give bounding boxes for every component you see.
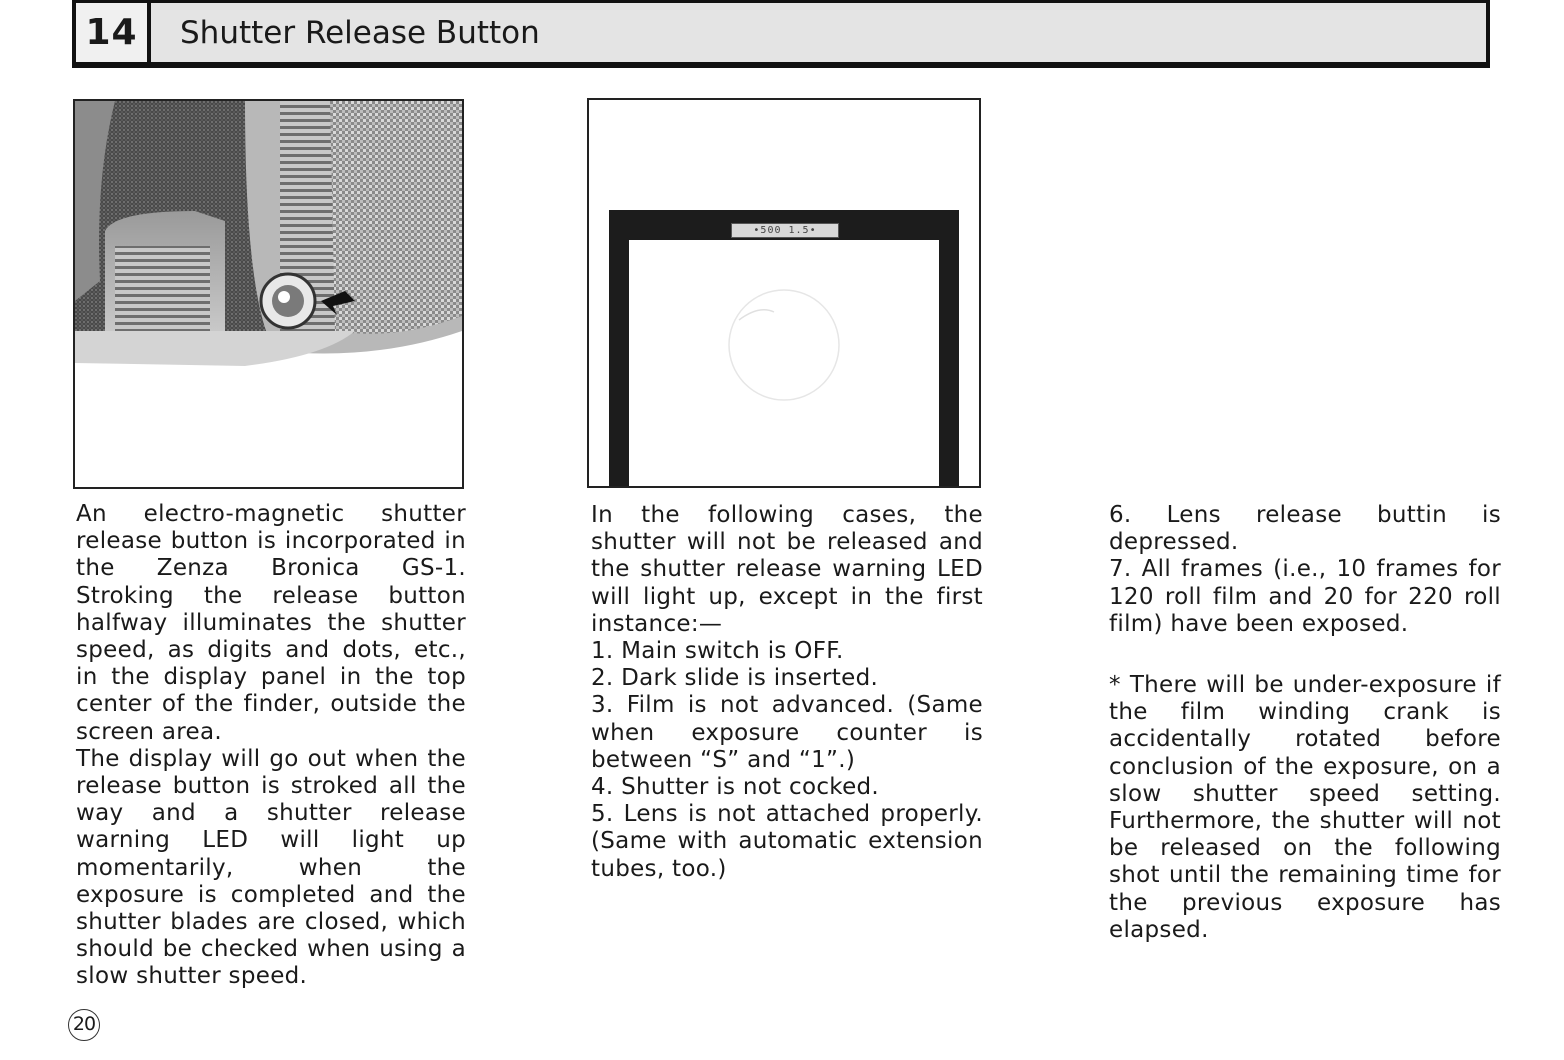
column-2 (591, 502, 983, 883)
note-paragraph: * There will be under-exposure if the film winding crank is accidentally rotated before conclusion of the exposure, on a slow shutter speed setting. Furthermore, the shutter will not be released on the following shot until the remaining time for the previous exposure has elapsed. (1109, 672, 1501, 943)
list-item: 7. All frames (i.e., 10 frames for 120 roll film and 20 for 220 roll film) have been exposed. (1109, 556, 1501, 637)
list-item: 6. Lens release buttin is depressed. (1109, 502, 1501, 556)
section-title: Shutter Release Button (180, 15, 540, 51)
list-item: 4. Shutter is not cocked. (591, 774, 880, 801)
paragraph: The display will go out when the release button is stroked all the way and a shutter release warning LED will light up momentarily, when the exposure is completed and the shutter blades are closed, which should be checked when using a slow shutter speed. (76, 745, 466, 990)
list-item: 1. Main switch is OFF. (591, 638, 844, 665)
column-3 (1109, 502, 1501, 944)
list-item: 5. Lens is not attached properly. (Same with automatic extension tubes, too.) (591, 801, 983, 882)
list-item: 2. Dark slide is inserted. (591, 665, 879, 692)
paragraph: An electro-magnetic shutter release button is incorporated in the Zenza Bronica GS-1. Stroking the release button halfway illuminates the shutter speed, as digits and dots, etc., in the display panel in the top center of the finder, outside the screen area. (76, 501, 466, 745)
section-header (72, 0, 1490, 68)
camera-illustration (75, 101, 462, 487)
finder-view-diagram (587, 98, 981, 488)
page-number: 20 (68, 1009, 100, 1041)
list-item: 3. Film is not advanced. (Same when exposure counter is between “S” and “1”.) (591, 692, 983, 773)
finder-frame (589, 100, 979, 486)
section-number: 14 (76, 3, 151, 62)
finder-display-readout: •500 1.5• (731, 223, 839, 238)
column-1 (76, 501, 466, 991)
camera-photo (73, 99, 464, 489)
intro-paragraph: In the following cases, the shutter will not be released and the shutter release warning LED will light up, except in the first instance:— (591, 502, 983, 637)
